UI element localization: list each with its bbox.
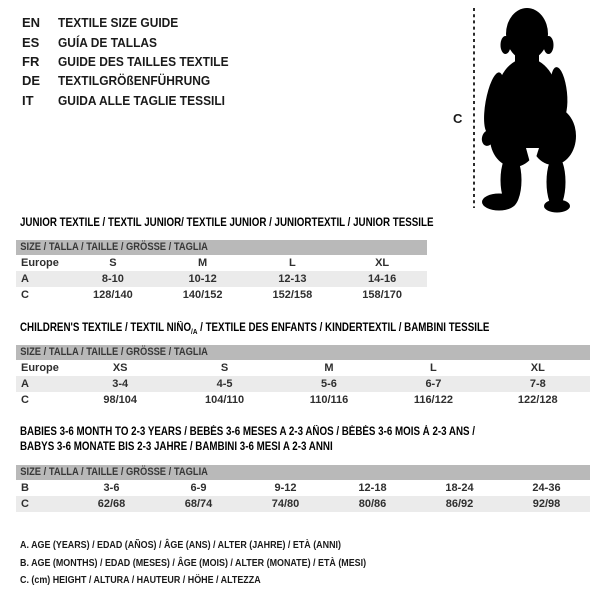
babies-title-line2: BABYS 3-6 MONATE BIS 2-3 JAHRE / BAMBINI 3-6 MESI A 2-3 ANNI [20, 441, 333, 453]
baby-silhouette-figure [435, 0, 600, 215]
footnote-a: A. AGE (YEARS) / EDAD (AÑOS) / ÂGE (ANS) / ALTER (JAHRE) / ETÀ (ANNI) [20, 539, 341, 551]
language-label: GUÍA DE TALLAS [58, 34, 158, 50]
table-cell: 9-12 [274, 482, 297, 494]
table-cell: 14-16 [368, 273, 397, 285]
language-row-es [22, 32, 243, 51]
table-cell: 8-10 [101, 273, 124, 285]
table-cell: 140/152 [182, 289, 223, 301]
row-label: B [21, 482, 29, 494]
language-row-it [22, 91, 243, 110]
footnote-b: B. AGE (MONTHS) / EDAD (MESES) / ÂGE (MOIS) / ALTER (MONATE) / ETÀ (MESI) [20, 556, 367, 569]
row-label: A [21, 273, 29, 285]
junior-size-table [16, 240, 427, 303]
size-header-label: SIZE / TALLA / TAILLE / GRÖSSE / TAGLIA [20, 346, 208, 358]
language-code: EN [22, 15, 41, 31]
table-cell: 3-4 [112, 378, 129, 390]
table-cell: 80/86 [358, 498, 387, 510]
children-title-text: / TEXTILE DES ENFANTS / KINDERTEXTIL / BAMBINI TESSILE [197, 322, 490, 334]
size-header-bar [16, 345, 590, 360]
table-cell: XL [530, 362, 545, 374]
table-cell: 68/74 [184, 498, 213, 510]
babies-size-table [16, 465, 590, 512]
row-label: C [21, 394, 29, 406]
children-title-subscript: /A [191, 326, 198, 336]
table-cell: 10-12 [188, 273, 217, 285]
table-cell: XL [375, 257, 390, 269]
table-cell: 12-18 [358, 482, 387, 494]
table-cell: 128/140 [92, 289, 133, 301]
language-code: FR [22, 53, 40, 69]
table-cell: S [109, 257, 117, 269]
table-cell: 4-5 [216, 378, 233, 390]
children-size-table [16, 345, 590, 408]
table-cell: 152/158 [272, 289, 313, 301]
row-label: A [21, 378, 29, 390]
row-label: C [21, 289, 29, 301]
table-cell: 104/110 [205, 394, 245, 406]
size-header-bar [16, 465, 590, 480]
table-cell: 98/104 [103, 394, 138, 406]
table-cell: 74/80 [271, 498, 300, 510]
table-cell: 18-24 [445, 482, 474, 494]
baby-silhouette-icon [480, 8, 576, 213]
table-cell: L [430, 362, 437, 374]
table-cell: 116/122 [413, 394, 453, 406]
babies-section-title [20, 425, 475, 455]
language-label: GUIDA ALLE TAGLIE TESSILI [58, 92, 226, 108]
language-row-fr [22, 52, 243, 71]
language-list [22, 13, 243, 110]
table-row [16, 255, 427, 271]
table-cell: 6-9 [190, 482, 207, 494]
row-label: C [21, 498, 29, 510]
language-code: IT [22, 92, 34, 108]
row-label: Europe [21, 362, 59, 374]
junior-section-title: JUNIOR TEXTILE / TEXTIL JUNIOR/ TEXTILE JUNIOR / JUNIORTEXTIL / JUNIOR TESSILE [20, 217, 434, 229]
language-label: GUIDE DES TAILLES TEXTILE [58, 53, 229, 69]
table-row [16, 271, 427, 287]
table-cell: 122/128 [517, 394, 558, 406]
table-row [16, 496, 590, 512]
table-cell: 12-13 [278, 273, 307, 285]
children-section-title [20, 321, 489, 336]
row-label: Europe [21, 257, 59, 269]
size-header-label: SIZE / TALLA / TAILLE / GRÖSSE / TAGLIA [20, 466, 208, 478]
language-code: DE [22, 73, 41, 89]
table-row [16, 360, 590, 376]
table-cell: 110/116 [309, 394, 349, 406]
table-row [16, 392, 590, 408]
table-cell: S [220, 362, 229, 374]
table-cell: 24-36 [532, 482, 561, 494]
size-header-bar [16, 240, 427, 255]
height-measure-label: C [453, 111, 463, 126]
table-cell: 3-6 [103, 482, 120, 494]
size-header-label: SIZE / TALLA / TAILLE / GRÖSSE / TAGLIA [20, 241, 208, 253]
table-cell: M [324, 362, 334, 374]
table-cell: XS [112, 362, 128, 374]
table-cell: L [289, 257, 296, 269]
language-row-de [22, 71, 243, 90]
table-row [16, 376, 590, 392]
footnote-c: C. (cm) HEIGHT / ALTURA / HAUTEUR / HÖHE / ALTEZZA [20, 574, 261, 586]
table-row [16, 287, 427, 303]
children-title-text: CHILDREN'S TEXTILE / TEXTIL NIÑO [20, 322, 192, 334]
babies-title-line1: BABIES 3-6 MONTH TO 2-3 YEARS / BEBÉS 3-6 MESES A 2-3 AÑOS / BÉBÉS 3-6 MOIS À 2-3 ANS / [20, 426, 476, 438]
table-cell: 6-7 [425, 378, 442, 390]
language-code: ES [22, 34, 40, 50]
table-cell: 92/98 [532, 498, 561, 510]
language-row-en [22, 13, 243, 32]
table-row [16, 480, 590, 496]
table-cell: 158/170 [362, 289, 402, 301]
table-cell: 62/68 [97, 498, 126, 510]
language-label: TEXTILE SIZE GUIDE [58, 15, 179, 31]
table-cell: 86/92 [445, 498, 474, 510]
table-cell: 7-8 [529, 378, 546, 390]
footnotes [20, 537, 427, 590]
table-cell: M [198, 257, 208, 269]
table-cell: 5-6 [321, 378, 337, 390]
language-label: TEXTILGRÖßENFÜHRUNG [58, 73, 211, 89]
